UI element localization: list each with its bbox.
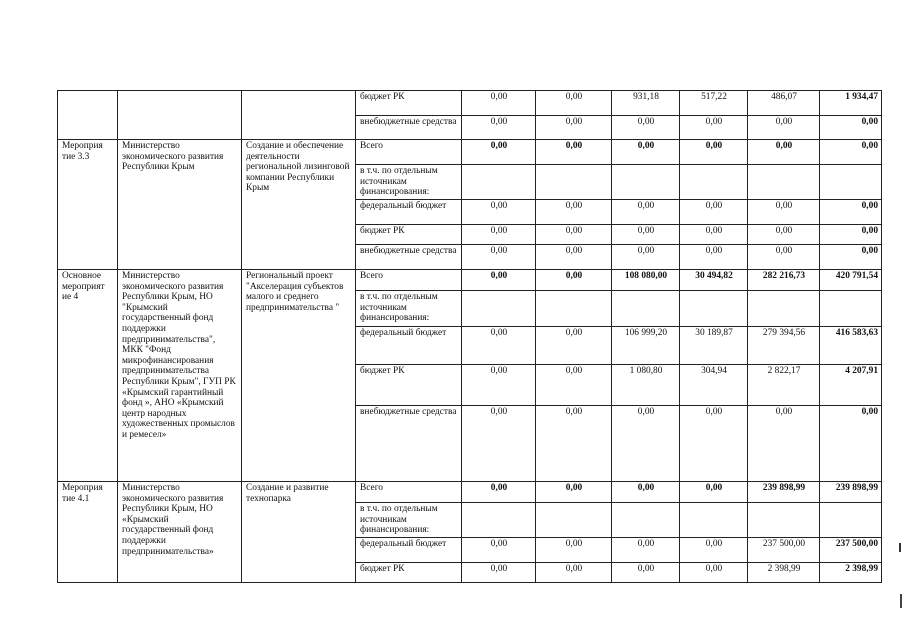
total-value-cell: 0,00	[820, 406, 882, 482]
year-value-cell: 108 080,00	[612, 270, 680, 291]
total-value-cell: 0,00	[820, 225, 882, 245]
margin-mark	[900, 594, 902, 608]
year-value-cell: 30 494,82	[680, 270, 748, 291]
year-value-cell	[680, 291, 748, 327]
year-value-cell	[462, 165, 536, 200]
measure-name-cell: Создание и развитие технопарка	[242, 482, 356, 583]
total-value-cell: 420 791,54	[820, 270, 882, 291]
year-value-cell: 0,00	[462, 91, 536, 116]
measure-number-cell: Основное мероприят ие 4	[58, 270, 118, 482]
year-value-cell: 0,00	[462, 563, 536, 583]
funding-source-cell: в т.ч. по отдельным источникам финансирования:	[356, 165, 462, 200]
year-value-cell	[536, 291, 612, 327]
year-value-cell: 0,00	[536, 538, 612, 563]
year-value-cell: 0,00	[536, 563, 612, 583]
year-value-cell: 0,00	[536, 482, 612, 503]
year-value-cell: 0,00	[612, 116, 680, 140]
year-value-cell: 0,00	[680, 538, 748, 563]
year-value-cell: 2 398,99	[748, 563, 820, 583]
year-value-cell: 0,00	[680, 245, 748, 270]
total-value-cell	[820, 165, 882, 200]
executor-cell: Министерство экономического развития Республики Крым, НО «Крымский государственный фонд поддержки предпринимательства»	[118, 482, 242, 583]
measure-number-cell: Мероприя тие 4.1	[58, 482, 118, 583]
funding-source-cell: бюджет РК	[356, 91, 462, 116]
year-value-cell	[462, 291, 536, 327]
total-value-cell: 1 934,47	[820, 91, 882, 116]
year-value-cell: 237 500,00	[748, 538, 820, 563]
total-value-cell	[820, 291, 882, 327]
year-value-cell: 0,00	[462, 482, 536, 503]
year-value-cell: 0,00	[680, 140, 748, 165]
year-value-cell	[612, 291, 680, 327]
year-value-cell: 486,07	[748, 91, 820, 116]
year-value-cell: 0,00	[536, 200, 612, 225]
year-value-cell: 0,00	[680, 225, 748, 245]
year-value-cell: 282 216,73	[748, 270, 820, 291]
total-value-cell: 2 398,99	[820, 563, 882, 583]
funding-source-cell: федеральный бюджет	[356, 538, 462, 563]
funding-source-cell: внебюджетные средства	[356, 116, 462, 140]
table-row	[58, 270, 882, 291]
year-value-cell: 0,00	[612, 200, 680, 225]
funding-source-cell: Всего	[356, 482, 462, 503]
year-value-cell: 0,00	[748, 245, 820, 270]
total-value-cell: 239 898,99	[820, 482, 882, 503]
year-value-cell: 0,00	[462, 365, 536, 406]
year-value-cell: 0,00	[680, 200, 748, 225]
year-value-cell: 0,00	[748, 406, 820, 482]
year-value-cell: 0,00	[748, 225, 820, 245]
table-row	[58, 140, 882, 165]
year-value-cell: 0,00	[536, 245, 612, 270]
year-value-cell: 0,00	[536, 116, 612, 140]
year-value-cell: 0,00	[536, 91, 612, 116]
funding-source-cell: Всего	[356, 270, 462, 291]
year-value-cell: 0,00	[536, 406, 612, 482]
total-value-cell: 416 583,63	[820, 327, 882, 365]
year-value-cell: 30 189,87	[680, 327, 748, 365]
year-value-cell	[748, 165, 820, 200]
year-value-cell: 0,00	[612, 563, 680, 583]
total-value-cell: 4 207,91	[820, 365, 882, 406]
measure-name-cell	[242, 91, 356, 140]
executor-cell: Министерство экономического развития Республики Крым	[118, 140, 242, 270]
year-value-cell: 239 898,99	[748, 482, 820, 503]
year-value-cell: 0,00	[536, 327, 612, 365]
funding-source-cell: федеральный бюджет	[356, 200, 462, 225]
year-value-cell	[536, 503, 612, 538]
total-value-cell: 0,00	[820, 140, 882, 165]
year-value-cell: 0,00	[612, 140, 680, 165]
total-value-cell: 237 500,00	[820, 538, 882, 563]
funding-source-cell: Всего	[356, 140, 462, 165]
year-value-cell: 0,00	[462, 327, 536, 365]
year-value-cell	[536, 165, 612, 200]
table-row	[58, 482, 882, 503]
year-value-cell: 0,00	[536, 365, 612, 406]
year-value-cell: 0,00	[680, 563, 748, 583]
margin-mark	[899, 543, 901, 552]
year-value-cell: 0,00	[612, 245, 680, 270]
year-value-cell: 304,94	[680, 365, 748, 406]
year-value-cell: 0,00	[748, 116, 820, 140]
funding-source-cell: федеральный бюджет	[356, 327, 462, 365]
funding-source-cell: бюджет РК	[356, 365, 462, 406]
year-value-cell: 0,00	[612, 406, 680, 482]
year-value-cell	[680, 503, 748, 538]
funding-source-cell: внебюджетные средства	[356, 245, 462, 270]
total-value-cell: 0,00	[820, 245, 882, 270]
table-body	[58, 91, 882, 583]
measure-number-cell	[58, 91, 118, 140]
year-value-cell: 0,00	[462, 200, 536, 225]
year-value-cell: 0,00	[748, 200, 820, 225]
year-value-cell: 0,00	[612, 225, 680, 245]
year-value-cell: 0,00	[536, 225, 612, 245]
year-value-cell: 0,00	[462, 245, 536, 270]
measure-number-cell: Мероприя тие 3.3	[58, 140, 118, 270]
measure-name-cell: Создание и обеспечение деятельности региональной лизинговой компании Республики Крым	[242, 140, 356, 270]
year-value-cell: 106 999,20	[612, 327, 680, 365]
year-value-cell: 0,00	[680, 482, 748, 503]
year-value-cell: 0,00	[612, 482, 680, 503]
year-value-cell: 0,00	[462, 116, 536, 140]
funding-source-cell: в т.ч. по отдельным источникам финансирования:	[356, 291, 462, 327]
year-value-cell: 0,00	[462, 140, 536, 165]
budget-table	[57, 90, 882, 583]
total-value-cell: 0,00	[820, 200, 882, 225]
funding-source-cell: внебюджетные средства	[356, 406, 462, 482]
executor-cell	[118, 91, 242, 140]
year-value-cell	[748, 291, 820, 327]
year-value-cell	[748, 503, 820, 538]
year-value-cell: 279 394,56	[748, 327, 820, 365]
total-value-cell	[820, 503, 882, 538]
year-value-cell: 0,00	[536, 270, 612, 291]
year-value-cell	[612, 503, 680, 538]
year-value-cell: 1 080,80	[612, 365, 680, 406]
year-value-cell: 0,00	[680, 406, 748, 482]
year-value-cell: 931,18	[612, 91, 680, 116]
year-value-cell: 0,00	[462, 270, 536, 291]
year-value-cell: 517,22	[680, 91, 748, 116]
year-value-cell: 0,00	[462, 225, 536, 245]
executor-cell: Министерство экономического развития Республики Крым, НО "Крымский государственный фонд поддержки предпринимательства", МКК "Фонд микрофинансирования предпринимательства Республики Крым", ГУП РК «Крымский гарантийный фонд », АНО «Крымский центр народных художественных промыслов и ремесел»	[118, 270, 242, 482]
total-value-cell: 0,00	[820, 116, 882, 140]
year-value-cell	[462, 503, 536, 538]
measure-name-cell: Региональный проект "Акселерация субъектов малого и среднего предпринимательства "	[242, 270, 356, 482]
year-value-cell: 0,00	[748, 140, 820, 165]
year-value-cell	[612, 165, 680, 200]
year-value-cell: 0,00	[462, 538, 536, 563]
year-value-cell	[680, 165, 748, 200]
funding-source-cell: бюджет РК	[356, 225, 462, 245]
year-value-cell: 2 822,17	[748, 365, 820, 406]
year-value-cell: 0,00	[462, 406, 536, 482]
year-value-cell: 0,00	[680, 116, 748, 140]
table-row	[58, 91, 882, 116]
year-value-cell: 0,00	[612, 538, 680, 563]
funding-source-cell: бюджет РК	[356, 563, 462, 583]
funding-source-cell: в т.ч. по отдельным источникам финансирования:	[356, 503, 462, 538]
year-value-cell: 0,00	[536, 140, 612, 165]
